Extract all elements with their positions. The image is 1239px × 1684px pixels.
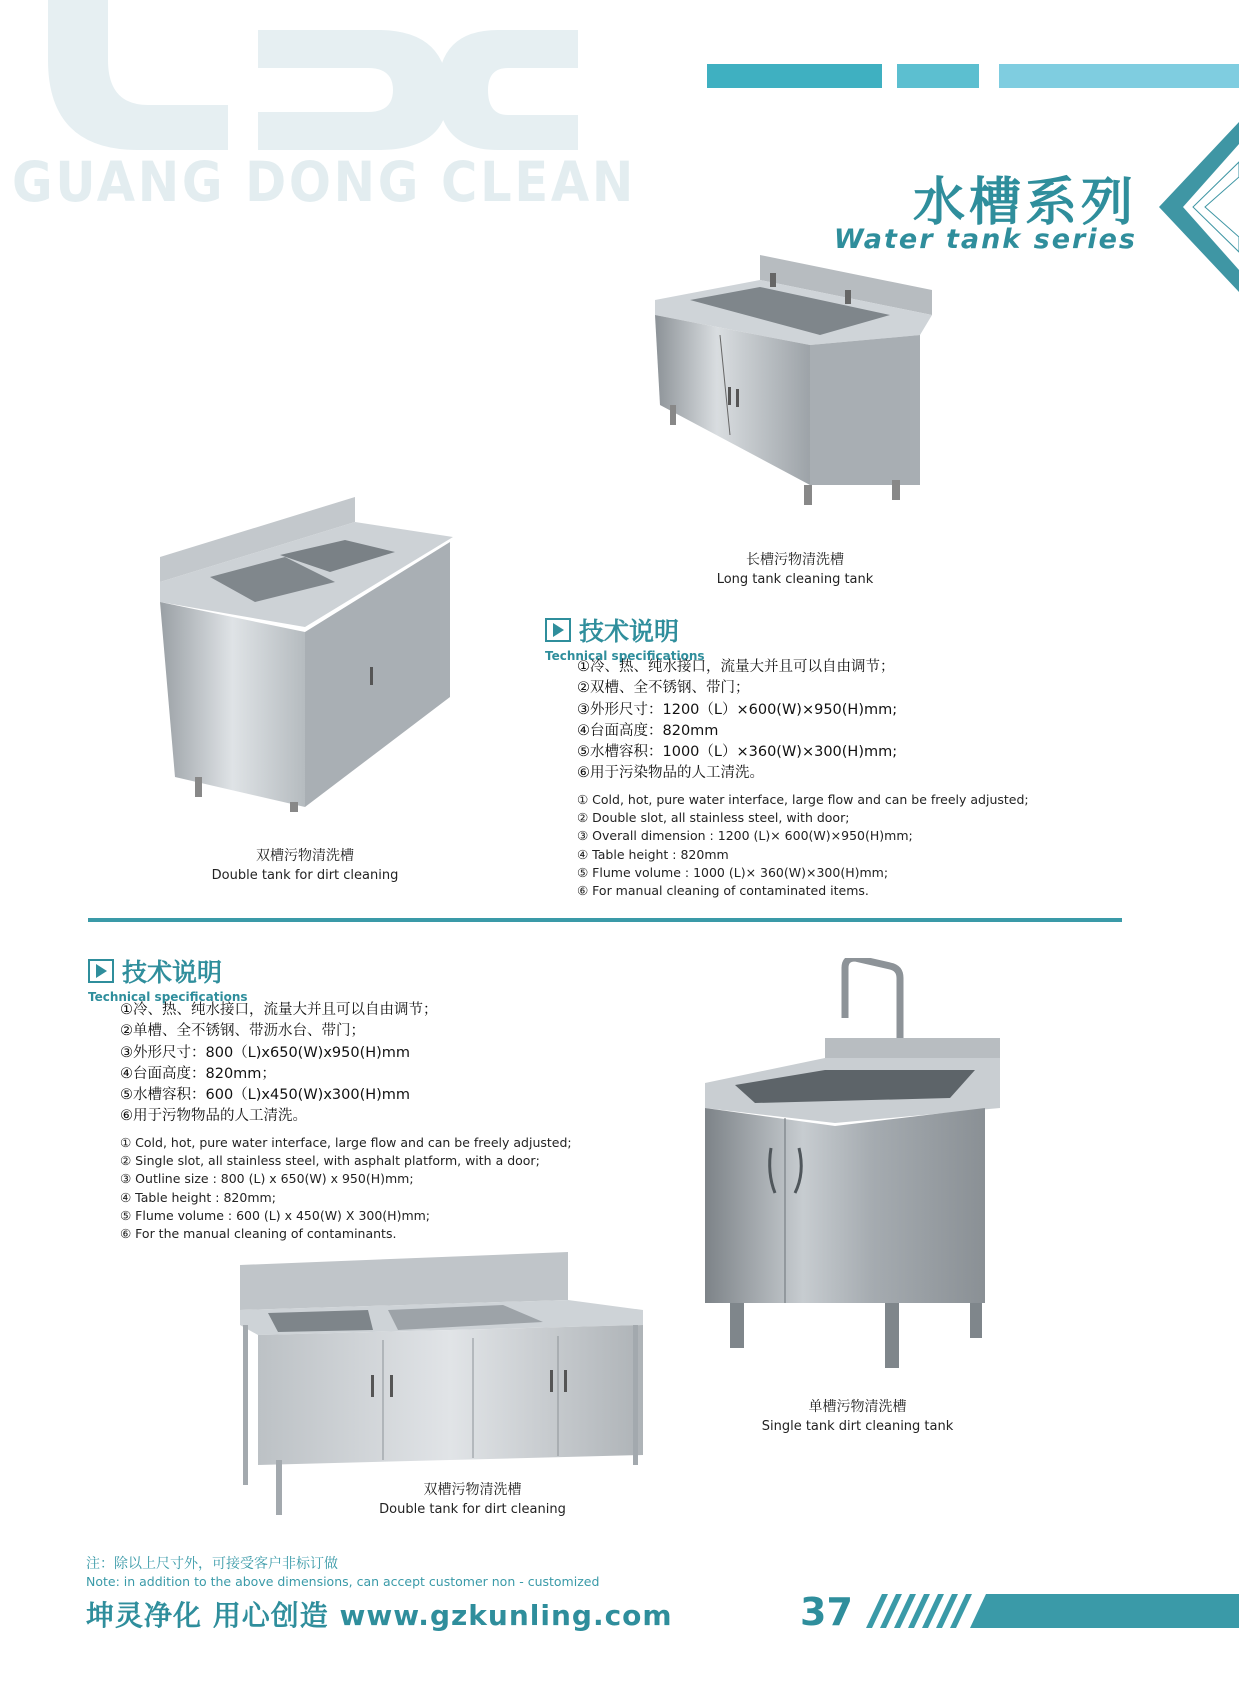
long-tank-photo (650, 255, 940, 535)
header-bar-3 (999, 64, 1239, 88)
long-tank-caption (700, 550, 890, 590)
single-tank-name-en: Single tank dirt cleaning tank (761, 1419, 954, 1434)
chevron-decoration-icon (1159, 122, 1239, 292)
section-divider (88, 918, 1122, 922)
spec-1-heading (545, 612, 705, 648)
long-tank-name-en: Long tank cleaning tank (716, 572, 874, 587)
page-title-en: Water tank series (833, 224, 1137, 255)
list-item: ④ Table height : 820mm; (120, 1189, 276, 1205)
double-tank-top-photo (155, 497, 455, 812)
page-title-cn: 水槽系列 (912, 173, 1137, 233)
double-tank-top-name-en: Double tank for dirt cleaning (211, 868, 399, 883)
footer-slogan: 坤灵净化 用心创造 www.gzkunling.com (86, 1599, 673, 1632)
list-item: ③ Outline size : 800 (L) x 650(W) x 950(H)mm; (120, 1171, 414, 1187)
double-tank-bottom-name-en: Double tank for dirt cleaning (379, 1502, 566, 1517)
list-item: ⑥用于污染物品的人工清洗。 (577, 765, 764, 782)
spec-1-title-cn: 技术说明 (579, 617, 680, 646)
header-bars (707, 64, 1239, 88)
play-arrow-icon (545, 618, 571, 642)
spec-2-title-en: Technical specifications (88, 990, 248, 1004)
list-item: ③外形尺寸：1200（L）×600(W)×950(H)mm; (577, 701, 898, 718)
play-arrow-icon (88, 959, 114, 983)
list-item: ② Double slot, all stainless steel, with door; (577, 810, 850, 826)
footer-stripes-decoration (860, 1594, 1239, 1628)
list-item: ①冷、热、纯水接口，流量大并且可以自由调节； (577, 659, 895, 675)
list-item: ④台面高度：820mm； (120, 1065, 276, 1082)
list-item: ②双槽、全不锈钢、带门； (577, 680, 750, 697)
list-item: ⑥ For manual cleaning of contaminated items. (577, 883, 869, 899)
spec-2-heading (88, 953, 248, 989)
list-item: ①冷、热、纯水接口，流量大并且可以自由调节； (120, 1002, 438, 1018)
spec-section-1 (545, 612, 705, 663)
list-item: ⑥用于污物物品的人工清洗。 (120, 1108, 307, 1125)
spec-2-list-en (120, 1134, 572, 1243)
footer-note (86, 1556, 599, 1590)
footer-note-en: Note: in addition to the above dimensions, can accept customer non - customized (86, 1574, 600, 1589)
double-tank-bottom-name-cn: 双槽污物清洗槽 (423, 1482, 522, 1498)
double-tank-top-name-cn: 双槽污物清洗槽 (256, 848, 354, 864)
header-bar-1 (707, 64, 882, 88)
spec-2-list-cn (120, 1000, 438, 1128)
list-item: ⑤水槽容积：600（L)x450(W)x300(H)mm (120, 1087, 411, 1104)
list-item: ⑤水槽容积：1000（L）×360(W)×300(H)mm; (577, 744, 898, 761)
single-tank-name-cn: 单槽污物清洗槽 (808, 1399, 907, 1415)
list-item: ⑥ For the manual cleaning of contaminants. (120, 1226, 397, 1242)
spec-2-title-cn: 技术说明 (122, 958, 223, 987)
double-tank-top-caption (195, 846, 415, 886)
list-item: ②单槽、全不锈钢、带沥水台、带门； (120, 1023, 365, 1040)
watermark-text: GUANG DONG CLEAN (12, 150, 636, 214)
single-tank-photo (695, 958, 1025, 1378)
list-item: ② Single slot, all stainless steel, with asphalt platform, with a door; (120, 1153, 540, 1169)
list-item: ① Cold, hot, pure water interface, large flow and can be freely adjusted; (120, 1135, 572, 1150)
double-tank-bottom-caption (360, 1480, 585, 1520)
footer-note-cn: 注：除以上尺寸外，可接受客户非标订做 (86, 1556, 338, 1572)
list-item: ⑤ Flume volume : 600 (L) x 450(W) X 300(H)mm; (120, 1207, 431, 1223)
spec-1-list-cn (577, 657, 897, 785)
company-logo-watermark (8, 0, 588, 160)
list-item: ③ Overall dimension : 1200 (L)× 600(W)×950(H)mm; (577, 828, 913, 844)
page-number: 37 (800, 1590, 853, 1634)
single-tank-caption (750, 1397, 965, 1437)
list-item: ⑤ Flume volume : 1000 (L)× 360(W)×300(H)mm; (577, 864, 889, 880)
list-item: ① Cold, hot, pure water interface, large flow and can be freely adjusted; (577, 792, 1029, 807)
list-item: ③外形尺寸：800（L)x650(W)x950(H)mm (120, 1044, 411, 1061)
long-tank-name-cn: 长槽污物清洗槽 (746, 552, 844, 568)
header-bar-2 (897, 64, 979, 88)
spec-1-list-en (577, 791, 1029, 900)
list-item: ④台面高度：820mm (577, 722, 719, 739)
list-item: ④ Table height : 820mm (577, 846, 729, 862)
spec-section-2 (88, 953, 248, 1004)
spec-1-title-en: Technical specifications (545, 649, 705, 663)
